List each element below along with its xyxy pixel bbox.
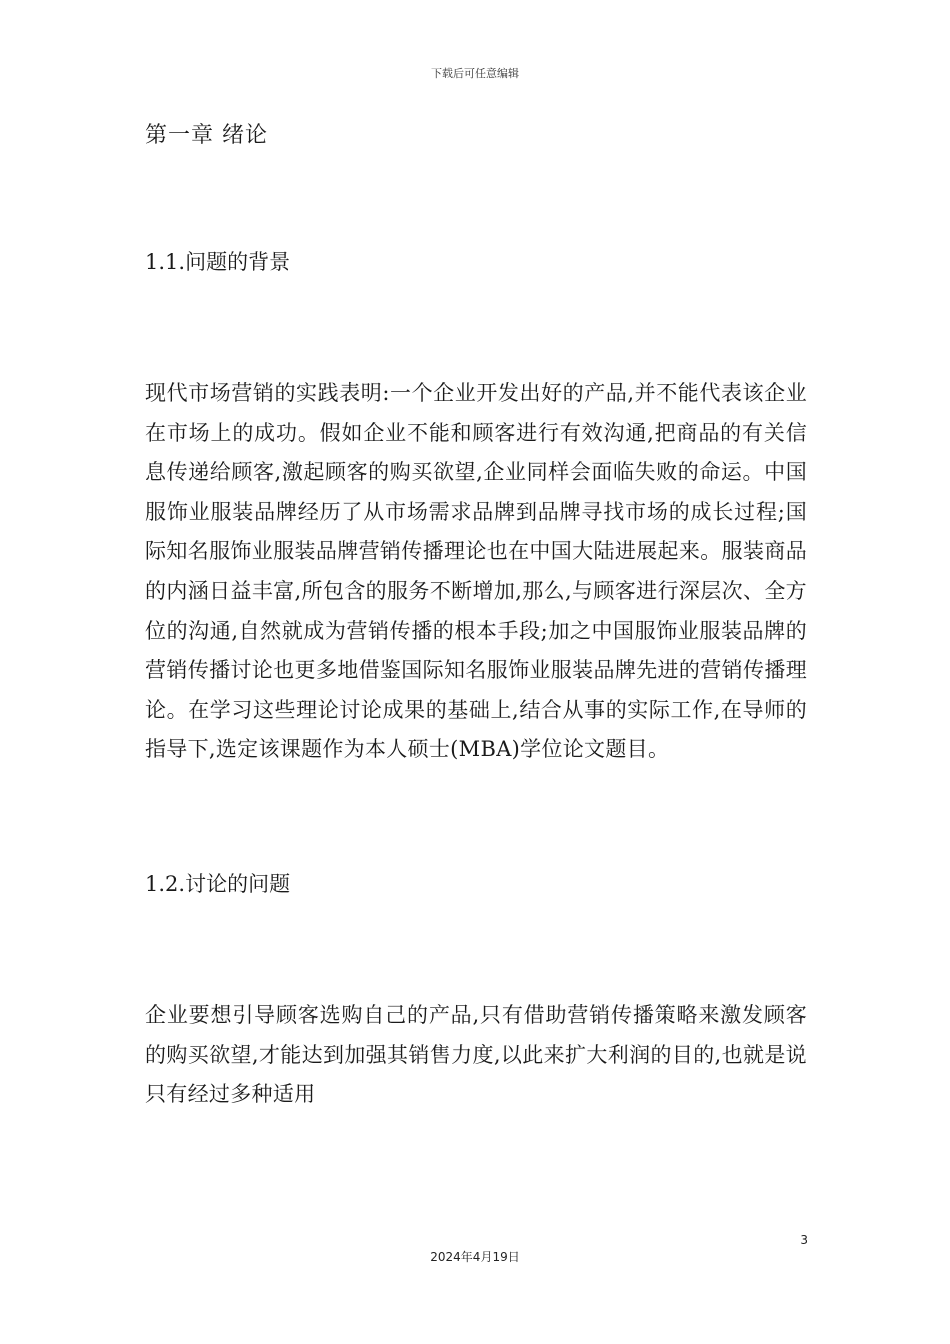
page-number: 3	[800, 1233, 808, 1247]
paragraph-problem: 企业要想引导顾客选购自己的产品,只有借助营销传播策略来激发顾客的购买欲望,才能达到加强其销售力度,以此来扩大利润的目的,也就是说只有经过多种适用	[145, 1002, 807, 1107]
section-title-background: 1.1.问题的背景	[145, 250, 291, 274]
document-body	[145, 118, 807, 1115]
section-title-problem: 1.2.讨论的问题	[145, 871, 291, 896]
chapter-title: 第一章 绪论	[145, 123, 268, 148]
paragraph-background: 现代市场营销的实践表明:一个企业开发出好的产品,并不能代表该企业在市场上的成功。假如企业不能和顾客进行有效沟通,把商品的有关信息传递给顾客,激起顾客的购买欲望,企业同样会面临失败的命运。中国服饰业服装品牌经历了从市场需求品牌到品牌寻找市场的成长过程;国际知名服饰业服装品牌营销传播理论也在中国大陆进展起来。服装商品的内涵日益丰富,所包含的服务不断增加,那么,与顾客进行深层次、全方位的沟通,自然就成为营销传播的根本手段;加之中国服饰业服装品牌的营销传播讨论也更多地借鉴国际知名服饰业服装品牌先进的营销传播理论。在学习这些理论讨论成果的基础上,结合从事的实际工作,在导师的指导下,选定该课题作为本人硕士(MBA)学位论文题目。	[145, 381, 807, 762]
footer-date: 2024年4月19日	[430, 1250, 520, 1264]
page-header-note: 下载后可任意编辑	[431, 67, 519, 80]
